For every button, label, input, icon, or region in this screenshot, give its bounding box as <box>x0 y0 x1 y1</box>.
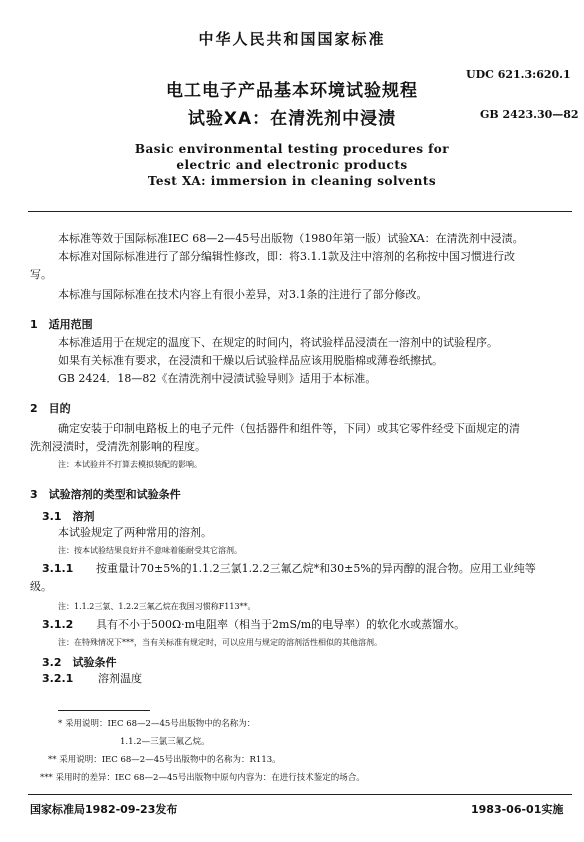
footnote-2: ** 采用说明：IEC 68—2—45号出版物中的名称为：R113。 <box>48 755 281 765</box>
section-1-paragraph-3: GB 2424．18—82《在清洗剂中浸渍试验导则》适用于本标准。 <box>58 372 377 385</box>
section-3-1-1-note: 注：1.1.2三氯、1.2.2三氟乙烷在我国习惯称F113**。 <box>58 602 256 611</box>
section-2-paragraph-1b: 洗剂浸渍时，受清洗剂影响的程度。 <box>30 440 206 453</box>
section-3-2-heading: 3.2 试验条件 <box>42 656 117 669</box>
title-en-line3: Test XA: immersion in cleaning solvents <box>147 174 437 188</box>
intro-paragraph-3: 本标准与国际标准在技术内容上有很小差异，对3.1条的注进行了部分修改。 <box>58 288 428 301</box>
standard-name: 中华人民共和国国家标准 <box>198 30 386 48</box>
section-3-heading: 3 试验溶剂的类型和试验条件 <box>30 488 181 501</box>
section-3-1-2-note: 注：在特殊情况下***，当有关标准有规定时，可以应用与规定的溶剂活性相似的其他溶剂。 <box>58 638 382 647</box>
section-1-paragraph-2: 如果有关标准有要求，在浸渍和干燥以后试验样品应该用脱脂棉或薄卷纸擦拭。 <box>58 354 443 367</box>
header-divider <box>28 211 572 212</box>
section-3-1-heading: 3.1 溶剂 <box>42 510 95 523</box>
intro-paragraph-1: 本标准等效于国际标准IEC 68—2—45号出版物（1980年第一版）试验XA：在清洗剂中浸渍。 <box>58 232 524 245</box>
udc-code: UDC 621.3:620.1 <box>466 68 571 81</box>
section-1-paragraph-1: 本标准适用于在规定的温度下、在规定的时间内，将试验样品浸渍在一溶剂中的试验程序。 <box>58 336 498 349</box>
section-3-1-note: 注：按本试验结果良好并不意味着能耐受其它溶剂。 <box>58 546 242 555</box>
gb-code: GB 2423.30—82 <box>480 108 579 121</box>
section-3-1-1-paragraph-1: 按重量计70±5%的1.1.2三氯1.2.2三氟乙烷*和30±5%的异丙醇的混合物。应用工业纯等 <box>96 562 536 575</box>
title-en-line1: Basic environmental testing procedures for <box>134 142 450 156</box>
footer-divider <box>28 794 572 795</box>
section-2-note: 注：本试验并不打算去模拟装配的影响。 <box>58 460 202 469</box>
section-3-1-1-paragraph-2: 级。 <box>30 580 52 593</box>
issue-date: 国家标准局1982-09-23发布 <box>30 803 178 816</box>
effective-date: 1983-06-01实施 <box>471 803 564 816</box>
intro-paragraph-2b: 写。 <box>30 268 52 281</box>
section-3-2-1-number: 3.2.1 <box>42 672 74 685</box>
footnote-3: *** 采用时的差异：IEC 68—2—45号出版物中原句内容为：在进行技术鉴定的场合。 <box>40 773 365 783</box>
section-3-1-2-paragraph: 具有不小于500Ω·m电阻率（相当于2mS/m的电导率）的软化水或蒸馏水。 <box>96 618 466 631</box>
intro-paragraph-2a: 本标准对国际标准进行了部分编辑性修改，即：将3.1.1款及注中溶剂的名称按中国习惯进行改 <box>58 250 515 263</box>
footnote-divider <box>58 710 150 711</box>
section-3-1-paragraph: 本试验规定了两种常用的溶剂。 <box>58 526 212 539</box>
footnote-1: * 采用说明：IEC 68—2—45号出版物中的名称为： <box>58 719 256 729</box>
title-cn-line2: 试验XA：在清洗剂中浸渍 <box>187 109 397 129</box>
section-3-1-2-number: 3.1.2 <box>42 618 74 631</box>
footnote-1-continued: 1.1.2—三氯三氟乙烷。 <box>120 737 210 747</box>
section-2-heading: 2 目的 <box>30 402 71 415</box>
section-3-2-1-paragraph: 溶剂温度 <box>98 672 142 685</box>
title-en-line2: electric and electronic products <box>176 158 408 172</box>
section-3-1-1-number: 3.1.1 <box>42 562 74 575</box>
section-1-heading: 1 适用范围 <box>30 318 93 331</box>
section-2-paragraph-1a: 确定安装于印制电路板上的电子元件（包括器件和组件等，下同）或其它零件经受下面规定的清 <box>58 422 520 435</box>
title-cn-line1: 电工电子产品基本环境试验规程 <box>166 81 418 101</box>
